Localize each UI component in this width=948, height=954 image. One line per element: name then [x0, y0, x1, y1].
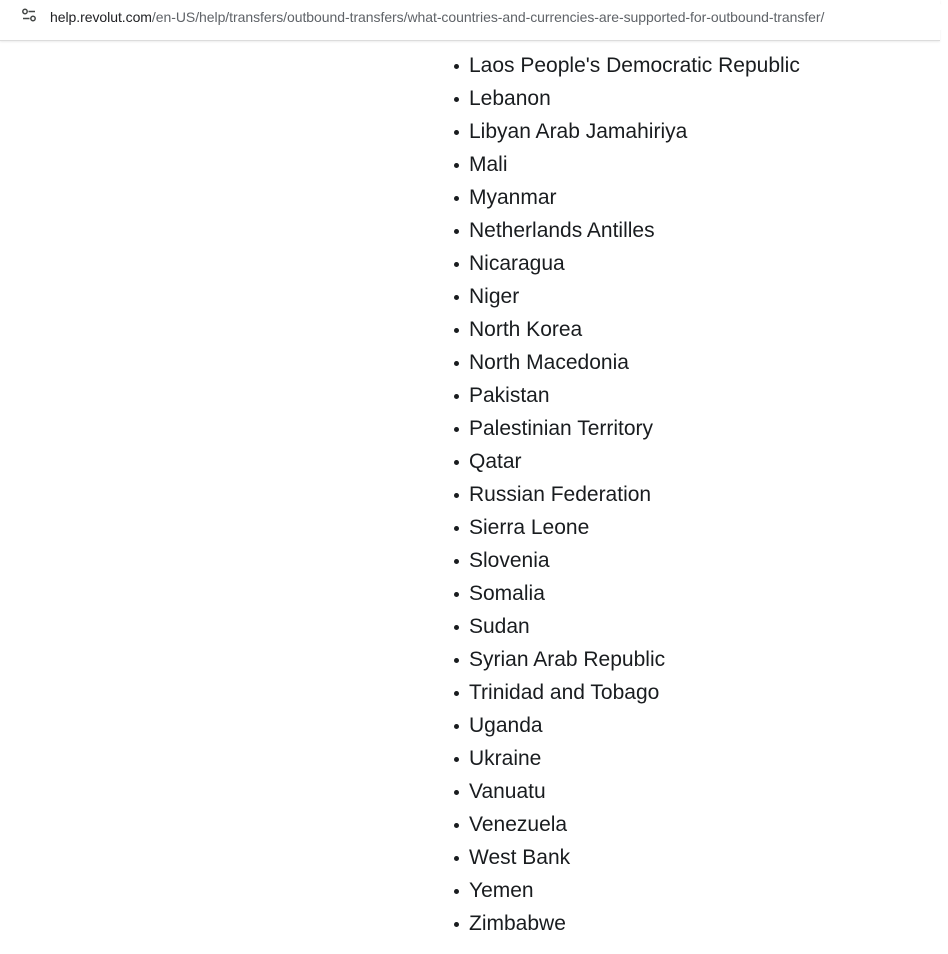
list-item: Netherlands Antilles — [469, 214, 800, 247]
list-item: Russian Federation — [469, 478, 800, 511]
list-item: Syrian Arab Republic — [469, 643, 800, 676]
list-item: Niger — [469, 280, 800, 313]
list-item: Trinidad and Tobago — [469, 676, 800, 709]
list-item: Yemen — [469, 874, 800, 907]
list-item: Laos People's Democratic Republic — [469, 49, 800, 82]
site-info-button[interactable] — [16, 4, 42, 30]
list-item: North Korea — [469, 313, 800, 346]
browser-address-bar — [0, 0, 940, 41]
list-item: Myanmar — [469, 181, 800, 214]
list-item: Lebanon — [469, 82, 800, 115]
list-item: Qatar — [469, 445, 800, 478]
list-item: Libyan Arab Jamahiriya — [469, 115, 800, 148]
omnibox[interactable] — [8, 2, 948, 32]
list-item: Sudan — [469, 610, 800, 643]
list-item: Somalia — [469, 577, 800, 610]
list-item: West Bank — [469, 841, 800, 874]
list-item: Pakistan — [469, 379, 800, 412]
list-item: Uganda — [469, 709, 800, 742]
list-item: Mali — [469, 148, 800, 181]
list-item: Zimbabwe — [469, 907, 800, 940]
list-item: North Macedonia — [469, 346, 800, 379]
url-text[interactable] — [50, 9, 824, 25]
list-item: Nicaragua — [469, 247, 800, 280]
country-list — [469, 16, 800, 940]
url-host: help.revolut.com — [50, 9, 152, 25]
tune-icon — [21, 7, 37, 28]
list-item: Ukraine — [469, 742, 800, 775]
page-content — [0, 41, 940, 954]
list-item: Sierra Leone — [469, 511, 800, 544]
list-item: Slovenia — [469, 544, 800, 577]
url-path: /en-US/help/transfers/outbound-transfers/what-countries-and-currencies-are-supported-for-outbound-transfer/ — [151, 9, 825, 25]
list-item: Vanuatu — [469, 775, 800, 808]
list-item: Palestinian Territory — [469, 412, 800, 445]
list-item: Venezuela — [469, 808, 800, 841]
